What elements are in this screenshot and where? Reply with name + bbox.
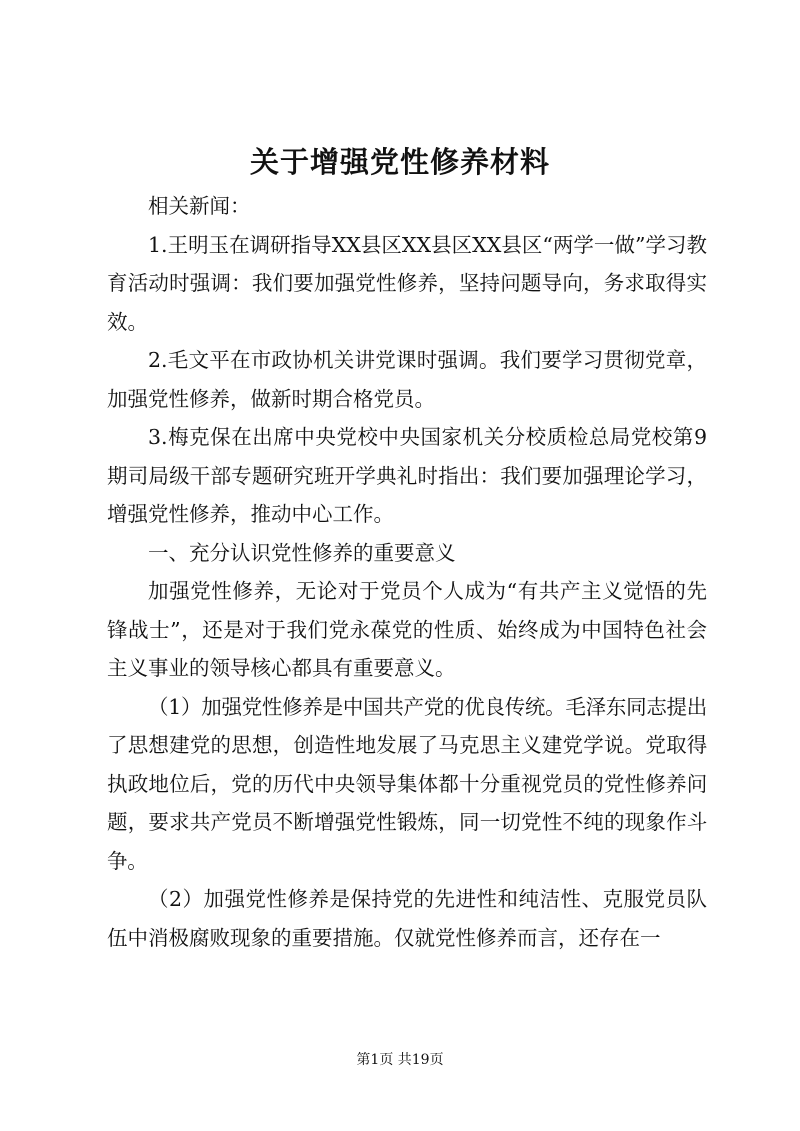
paragraph-news-1: 1.王明玉在调研指导XX县区XX县区XX县区“两学一做”学习教育活动时强调：我们要加强党性修养，坚持问题导向，务求取得实效。	[107, 232, 707, 334]
document-title: 关于增强党性修养材料	[249, 145, 550, 179]
section-heading-1: 一、充分认识党性修养的重要意义	[148, 540, 456, 565]
page-number: 第1页 共19页	[356, 1052, 444, 1068]
paragraph-news-3: 3.梅克保在出席中央党校中央国家机关分校质检总局党校第9期司局级干部专题研究班开学典礼时指出：我们要加强理论学习，增强党性修养，推动中心工作。	[107, 425, 707, 526]
paragraph-related-news: 相关新闻：	[148, 194, 251, 218]
paragraph-point-1: （1）加强党性修养是中国共产党的优良传统。毛泽东同志提出了思想建党的思想，创造性地发展了马克思主义建党学说。党取得执政地位后，党的历代中央领导集体都十分重视党员的党性修养问题，要求共产党员不断增强党性锻炼，同一切党性不纯的现象作斗争。	[107, 694, 707, 873]
paragraph-news-2: 2.毛文平在市政协机关讲党课时强调。我们要学习贯彻党章，加强党性修养，做新时期合格党员。	[107, 348, 707, 411]
paragraph-intro: 加强党性修养，无论对于党员个人成为“有共产主义觉悟的先锋战士”，还是对于我们党永葆党的性质、始终成为中国特色社会主义事业的领导核心都具有重要意义。	[107, 579, 707, 680]
paragraph-point-2: （2）加强党性修养是保持党的先进性和纯洁性、克服党员队伍中消极腐败现象的重要措施。仅就党性修养而言，还存在一	[107, 887, 707, 950]
document-body	[107, 187, 707, 957]
